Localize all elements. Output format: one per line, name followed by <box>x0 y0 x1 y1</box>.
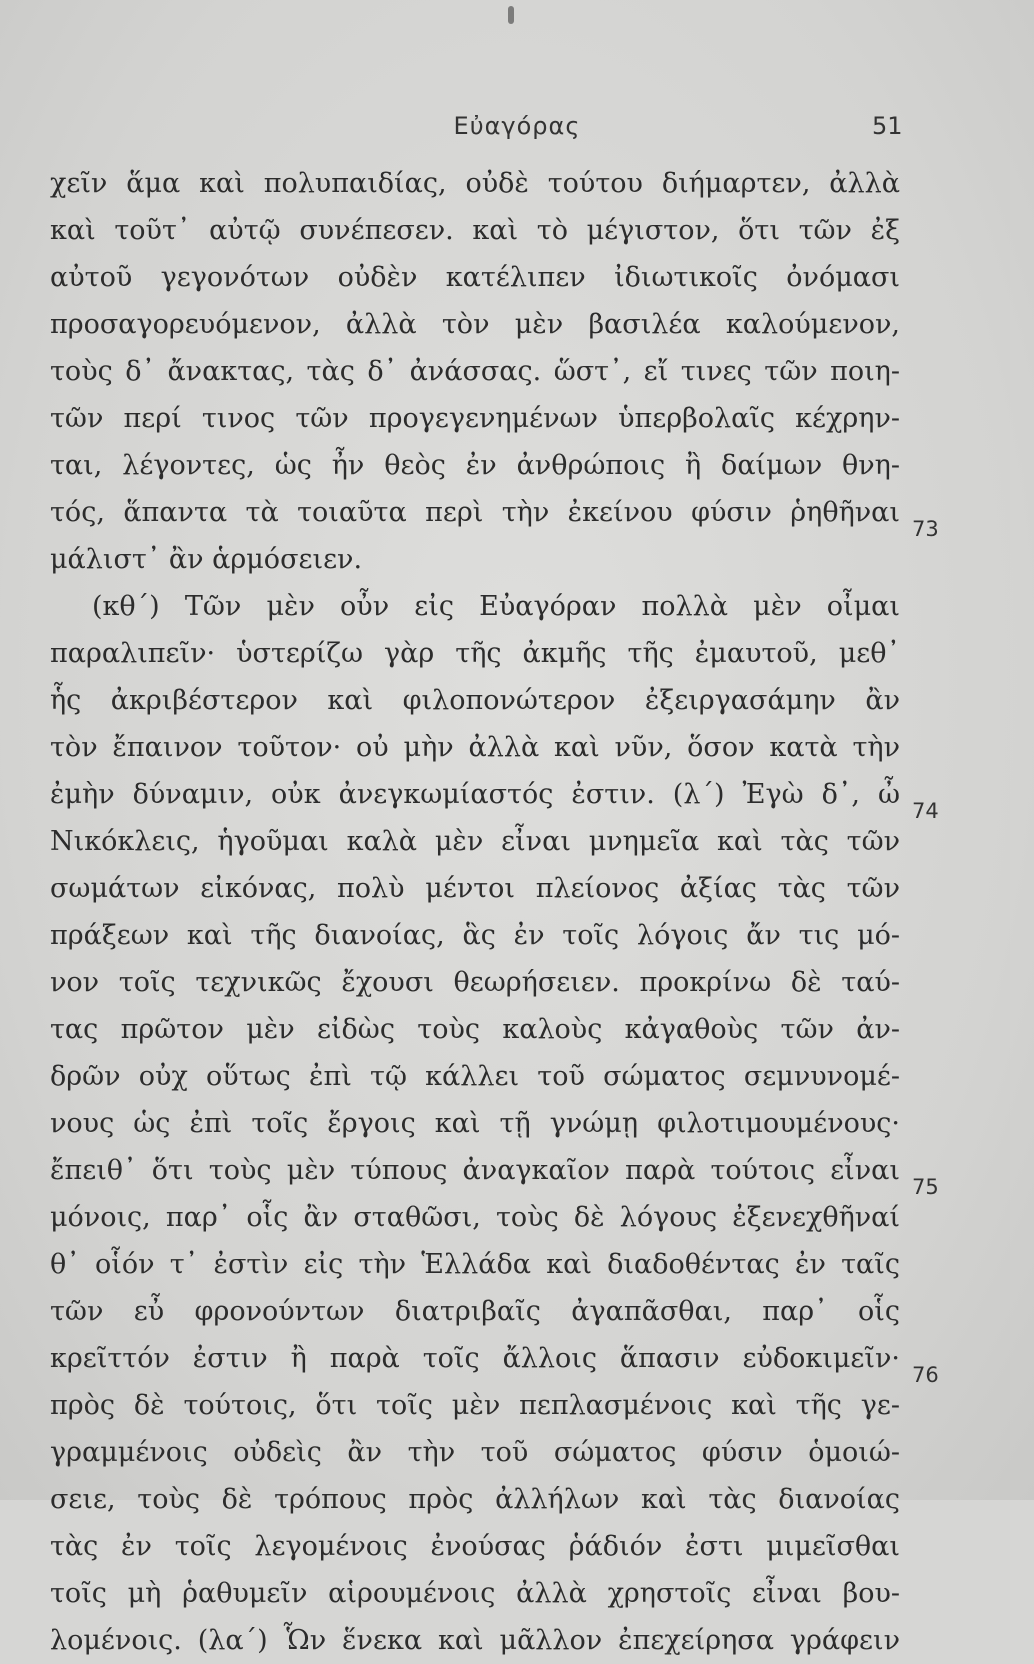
ink-mark <box>508 6 514 24</box>
text-line: σειε, τοὺς δὲ τρόπους πρὸς ἀλλήλων καὶ τὰς διανοίας <box>50 1484 900 1515</box>
text-line: τῶν εὖ φρονούντων διατριβαῖς ἀγαπᾶσθαι, παρ᾽ οἷς <box>50 1296 900 1327</box>
text-line: θ᾽ οἷόν τ᾽ ἐστὶν εἰς τὴν Ἑλλάδα καὶ διαδοθέντας ἐν ταῖς <box>50 1249 900 1280</box>
text-line: ἧς ἀκριβέστερον καὶ φιλοπονώτερον ἐξειργασάμην ἂν <box>50 685 900 716</box>
text-line: τοῖς μὴ ῥαθυμεῖν αἱρουμένοις ἀλλὰ χρηστοῖς εἶναι βου- <box>50 1578 900 1609</box>
text-line: καὶ τοῦτ᾽ αὐτῷ συνέπεσεν. καὶ τὸ μέγιστον, ὅτι τῶν ἐξ <box>50 215 900 246</box>
text-line: ἐμὴν δύναμιν, οὐκ ἀνεγκωμίαστός ἐστιν. (λ´) Ἐγὼ δ᾽, ὦ <box>50 779 900 810</box>
text-line: (κθ´) Τῶν μὲν οὖν εἰς Εὐαγόραν πολλὰ μὲν οἶμαι <box>92 591 900 622</box>
section-number: 74 <box>912 799 939 823</box>
text-line: παραλιπεῖν· ὑστερίζω γὰρ τῆς ἀκμῆς τῆς ἐμαυτοῦ, μεθ᾽ <box>50 638 900 669</box>
section-number: 76 <box>912 1363 939 1387</box>
text-line: πρὸς δὲ τούτοις, ὅτι τοῖς μὲν πεπλασμένοις καὶ τῆς γε- <box>50 1390 900 1421</box>
text-line: λομένοις. (λα´) Ὧν ἕνεκα καὶ μᾶλλον ἐπεχείρησα γράφειν <box>50 1625 900 1656</box>
text-line: χεῖν ἅμα καὶ πολυπαιδίας, οὐδὲ τούτου διήμαρτεν, ἀλλὰ <box>50 168 900 199</box>
text-line: τός, ἅπαντα τὰ τοιαῦτα περὶ τὴν ἐκείνου φύσιν ῥηθῆναι <box>50 497 900 528</box>
text-line: δρῶν οὐχ οὕτως ἐπὶ τῷ κάλλει τοῦ σώματος σεμνυνομέ- <box>50 1061 900 1092</box>
text-line: γραμμένοις οὐδεὶς ἂν τὴν τοῦ σώματος φύσιν ὁμοιώ- <box>50 1437 900 1468</box>
text-line: τοὺς δ᾽ ἄνακτας, τὰς δ᾽ ἀνάσσας. ὥστ᾽, εἴ τινες τῶν ποιη- <box>50 356 900 387</box>
section-number: 73 <box>912 517 939 541</box>
text-line: προσαγορευόμενον, ἀλλὰ τὸν μὲν βασιλέα καλούμενον, <box>50 309 900 340</box>
text-body <box>50 160 900 1664</box>
text-line: νον τοῖς τεχνικῶς ἔχουσι θεωρήσειεν. προκρίνω δὲ ταύ- <box>50 967 900 998</box>
text-line: μόνοις, παρ᾽ οἷς ἂν σταθῶσι, τοὺς δὲ λόγους ἐξενεχθῆναί <box>50 1202 900 1233</box>
text-line: Νικόκλεις, ἡγοῦμαι καλὰ μὲν εἶναι μνημεῖα καὶ τὰς τῶν <box>50 826 900 857</box>
text-line: μάλιστ᾽ ἂν ἁρμόσειεν. <box>50 544 363 575</box>
text-line: κρεῖττόν ἐστιν ἢ παρὰ τοῖς ἄλλοις ἅπασιν εὐδοκιμεῖν· <box>50 1343 900 1374</box>
running-header-title: Εὐαγόρας <box>453 112 581 140</box>
page-number: 51 <box>872 112 903 140</box>
text-line: αὐτοῦ γεγονότων οὐδὲν κατέλιπεν ἰδιωτικοῖς ὀνόμασι <box>50 262 900 293</box>
text-line: σωμάτων εἰκόνας, πολὺ μέντοι πλείονος ἀξίας τὰς τῶν <box>50 873 900 904</box>
text-line: τῶν περί τινος τῶν προγεγενημένων ὑπερβολαῖς κέχρην- <box>50 403 900 434</box>
text-line: τὸν ἔπαινον τοῦτον· οὐ μὴν ἀλλὰ καὶ νῦν, ὅσον κατὰ τὴν <box>50 732 900 763</box>
section-number: 75 <box>912 1175 939 1199</box>
text-line: τας πρῶτον μὲν εἰδὼς τοὺς καλοὺς κἀγαθοὺς τῶν ἀν- <box>50 1014 900 1045</box>
text-line: νους ὡς ἐπὶ τοῖς ἔργοις καὶ τῇ γνώμῃ φιλοτιμουμένους· <box>50 1108 900 1139</box>
text-line: ἔπειθ᾽ ὅτι τοὺς μὲν τύπους ἀναγκαῖον παρὰ τούτοις εἶναι <box>50 1155 900 1186</box>
text-line: τὰς ἐν τοῖς λεγομένοις ἐνούσας ῥάδιόν ἐστι μιμεῖσθαι <box>50 1531 900 1562</box>
text-line: πράξεων καὶ τῆς διανοίας, ἃς ἐν τοῖς λόγοις ἄν τις μό- <box>50 920 900 951</box>
text-line: ται, λέγοντες, ὡς ἦν θεὸς ἐν ἀνθρώποις ἢ δαίμων θνη- <box>50 450 900 481</box>
